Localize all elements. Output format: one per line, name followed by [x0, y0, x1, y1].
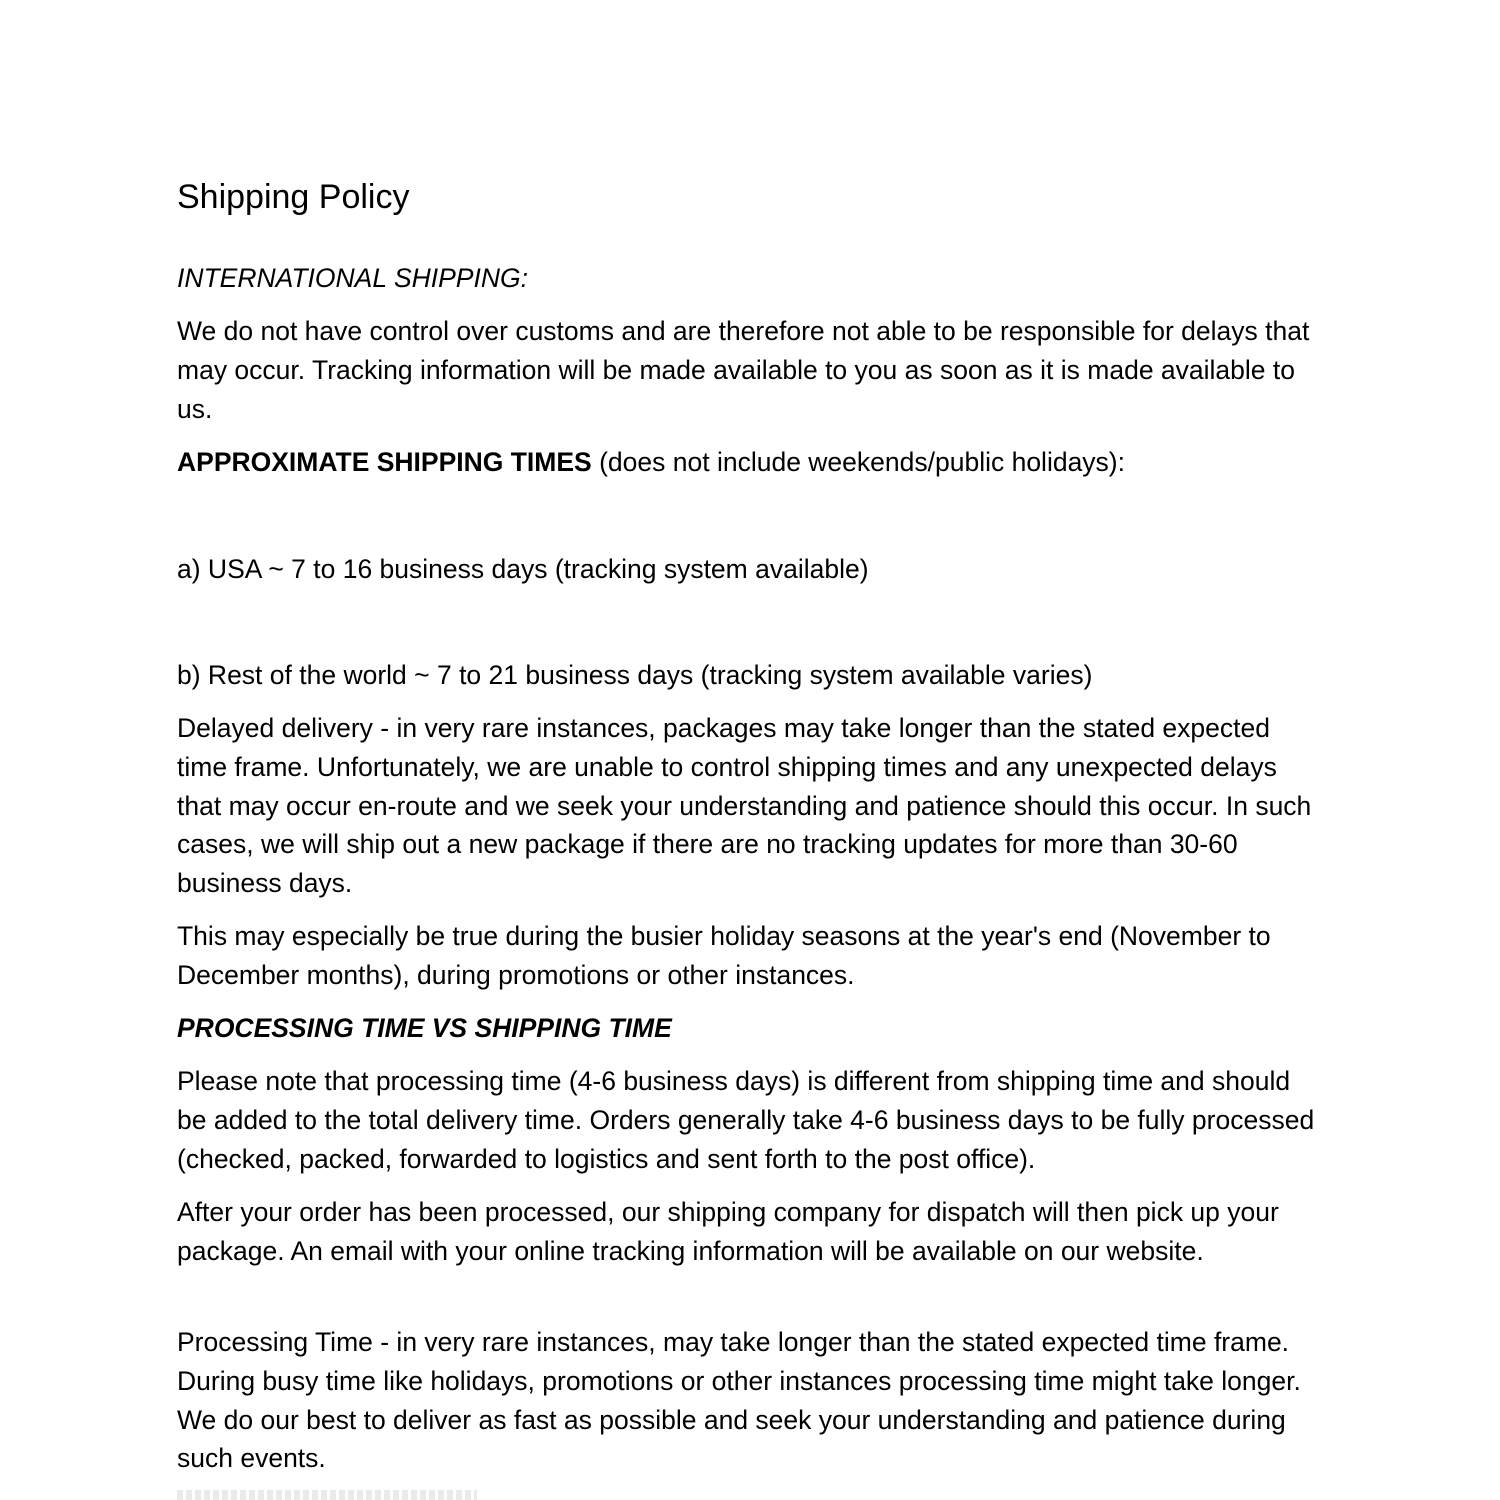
shipping-time-usa: a) USA ~ 7 to 16 business days (tracking system available): [177, 554, 869, 584]
processing-delay-paragraph: Processing Time - in very rare instances, may take longer than the stated expected time frame. During busy time like holidays, promotions or other instances processing time might take longer. We do our best to deliver as fast as possible and seek your understanding and patience during such events.: [177, 1327, 1301, 1474]
customs-paragraph: We do not have control over customs and are therefore not able to be responsible for delays that may occur. Tracking information will be made available to you as soon as it is made available to us.: [177, 316, 1310, 424]
delayed-delivery-paragraph: Delayed delivery - in very rare instances, packages may take longer than the stated expected time frame. Unfortunately, we are unable to control shipping times and any unexpected delays that may occur en-route and we seek your understanding and patience should this occur. In such cases, we will ship out a new package if there are no tracking updates for more than 30-60 business days.: [177, 713, 1312, 899]
approximate-shipping-times-label: APPROXIMATE SHIPPING TIMES: [177, 447, 592, 477]
processing-vs-shipping-heading: PROCESSING TIME VS SHIPPING TIME: [177, 1013, 672, 1043]
cut-off-next-line: [177, 1490, 477, 1500]
page-title: Shipping Policy: [177, 178, 410, 216]
international-shipping-heading: INTERNATIONAL SHIPPING:: [177, 263, 528, 293]
approximate-shipping-times-line: [177, 443, 1317, 482]
dispatch-paragraph: After your order has been processed, our shipping company for dispatch will then pick up your package. An email with your online tracking information will be available on our website.: [177, 1197, 1279, 1266]
approximate-shipping-times-note: (does not include weekends/public holidays):: [591, 447, 1125, 477]
shipping-time-rest-of-world: b) Rest of the world ~ 7 to 21 business days (tracking system available varies): [177, 660, 1093, 690]
processing-time-paragraph: Please note that processing time (4-6 business days) is different from shipping time and should be added to the total delivery time. Orders generally take 4-6 business days to be fully processed (checked, packed, forwarded to logistics and sent forth to the post office).: [177, 1066, 1315, 1174]
holiday-season-paragraph: This may especially be true during the busier holiday seasons at the year's end (November to December months), during promotions or other instances.: [177, 921, 1271, 990]
